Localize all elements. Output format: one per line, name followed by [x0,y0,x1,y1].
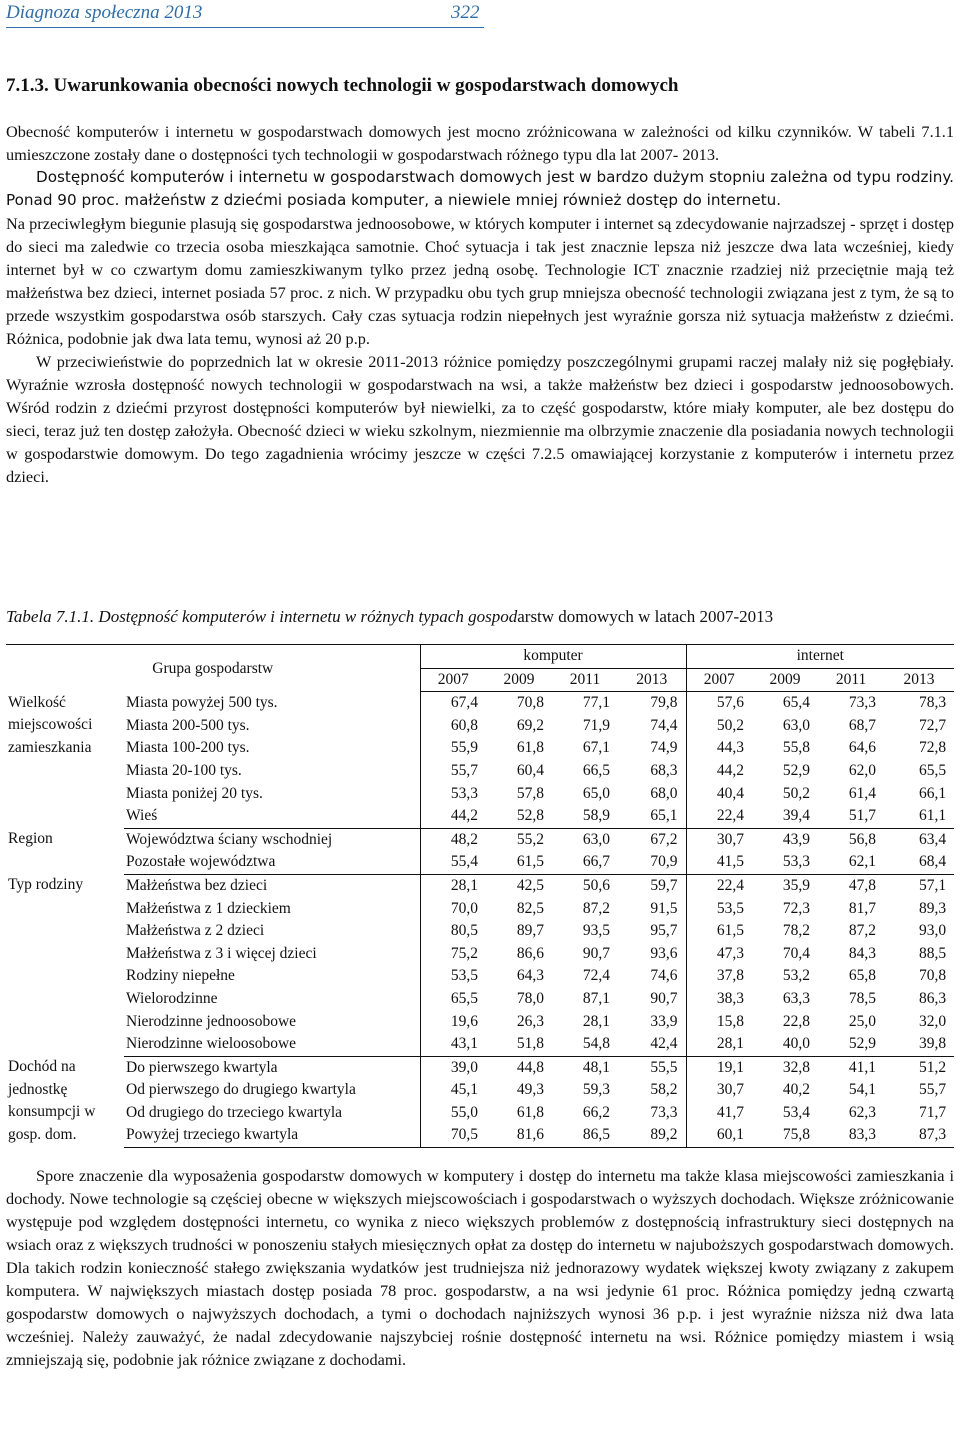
row-category: Typ rodziny [8,876,84,894]
table-cell: 78,5 [848,989,877,1007]
table-cell: 78,0 [516,989,544,1007]
table-cell: 67,2 [650,830,678,848]
table-row [6,943,954,966]
row-label: Miasta 100-200 tys. [126,739,250,757]
row-label: Wielorodzinne [126,989,218,1007]
table-cell: 40,4 [686,783,752,806]
table-row [6,1102,954,1125]
row-label: Nierodzinne jednoosobowe [126,1012,297,1030]
table-cell: 95,7 [650,922,678,940]
table-cell: 61,5 [686,920,752,943]
table-cell: 67,4 [420,692,486,715]
table-cell: 37,8 [686,965,752,988]
table-cell: 53,3 [420,783,486,806]
table-cell: 63,0 [582,830,610,848]
table-cell: 68,3 [650,761,678,779]
table-cell: 28,1 [420,874,486,897]
table-cell: 65,0 [582,784,610,802]
table-cell: 69,2 [516,716,544,734]
table-cell: 93,5 [582,922,610,940]
table-cell: 89,3 [918,899,947,917]
table-row [6,1011,954,1034]
table-cell: 41,5 [686,851,752,874]
table-cell: 93,6 [650,944,678,962]
row-label: Powyżej trzeciego kwartyla [124,1124,420,1147]
table-cell: 86,5 [552,1124,618,1147]
table-cell: 71,9 [582,716,610,734]
table-cell: 51,7 [818,805,884,828]
row-label: Małżeństwa bez dzieci [126,876,268,894]
body-text-bottom [6,1164,954,1371]
table-cell: 79,8 [650,694,678,712]
table-cell: 54,1 [848,1081,877,1099]
year-header: 2011 [818,668,884,692]
table-cell: 77,1 [582,694,610,712]
table-cell: 55,5 [650,1058,678,1076]
body-paragraph: Na przeciwległym biegunie plasują się gospodarstwa jednoosobowe, w których komputer i internet są zdecydowanie najrzadszej - sprzęt i dostęp do sieci ma zaledwie co trzecia osoba mieszkająca samotnie. Choć sytuacja i tak jest znacznie lepsza niż jeszcze dwa lata wcześniej, kiedy internet był w co czwartym domu zamieszkiwanym tylko przez jedną osobę. Technologie ICT znacznie rzadziej niż przeciętnie mają też małżeństwa bez dzieci, internet posiada 57 proc. z nich. W przypadku obu tych grup mniejsza obecność technologii związana jest z tym, że są to przede wszystkim gospodarstwa osób starszych. Cały czas sytuacja rodzin niepełnych jest wyraźnie gorsza niż sytuacja małżeństw z dziećmi. Różnica, podobnie jak dwa lata temu, wynosi aż 20 p.p. [6,214,954,348]
table-cell: 66,5 [582,761,610,779]
row-label: Od drugiego do trzeciego kwartyla [126,1103,343,1121]
section-heading: 7.1.3. Uwarunkowania obecności nowych technologii w gospodarstwach domowych [6,75,679,96]
table-row [6,898,954,921]
table-cell: 55,9 [420,737,486,760]
table-cell: 60,4 [516,761,544,779]
table-cell: 22,8 [782,1012,811,1030]
row-label: Miasta poniżej 20 tys. [126,784,263,802]
table-cell: 45,1 [420,1079,486,1102]
table-cell: 72,3 [782,899,811,917]
table-cell: 56,8 [848,830,877,848]
table-cell: 55,0 [420,1102,486,1125]
table-cell: 44,8 [516,1058,544,1076]
table-cell: 59,3 [582,1081,610,1099]
table-cell: 28,1 [686,1033,752,1056]
table-cell: 57,8 [516,784,544,802]
table-cell: 55,8 [782,739,811,757]
table-cell: 62,0 [848,761,877,779]
computer-header: komputer [420,645,686,669]
table-cell: 66,1 [918,784,947,802]
body-text-top [6,120,954,488]
table-cell: 53,4 [782,1103,811,1121]
table-cell: 15,8 [686,1011,752,1034]
table-header-row [6,645,954,669]
table-cell: 47,8 [848,876,877,894]
table-row [6,1033,954,1056]
table-cell: 68,4 [884,851,954,874]
table-cell: 58,2 [650,1081,678,1099]
row-label: Małżeństwa z 2 dzieci [126,922,265,940]
table-cell: 19,6 [420,1011,486,1034]
table-cell: 65,5 [918,761,947,779]
table-cell: 90,7 [582,944,610,962]
table-cell: 70,0 [420,898,486,921]
table-cell: 68,7 [848,716,877,734]
table-cell: 52,8 [486,805,552,828]
table-cell: 28,1 [582,1012,610,1030]
table-cell: 35,9 [782,876,811,894]
table-caption-tail: arstw domowych w latach 2007-2013 [517,607,774,626]
table-caption-main: Tabela 7.1.1. Dostępność komputerów i internetu w różnych typach gospod [6,607,518,626]
table-cell: 86,3 [918,989,947,1007]
table-cell: 78,3 [918,694,947,712]
table-row [6,851,954,874]
table-cell: 62,3 [848,1103,877,1121]
table-caption [6,607,956,627]
row-label: Miasta 20-100 tys. [126,761,242,779]
table-cell: 42,4 [618,1033,686,1056]
body-paragraph: Spore znaczenie dla wyposażenia gospodarstw domowych w komputery i dostęp do internetu ma także klasa miejscowości zamieszkania i dochody. Nowe technologie są częściej obecne w większych miejscowościach i gospodarstwach o wyższych dochodach. Większe zróżnicowanie występuje pod względem dostępności internetu, co wynika z nieco większych problemów z dostępnością infrastruktury sieci dostępnych na wsiach oraz z większych trudności w ponoszeniu stałych miesięcznych opłat za dostęp do internetu w najuboższych gospodarstwach domowych. Dla takich rodzin konieczność stałego zwiększania wydatków jest trudniejsza niż jednorazowy wydatek większej kwoty związany z zakupem komputera. W największych miastach dostęp posiada 78 proc. gospodarstw, a na wsi jedynie 61 proc. Różnica pomiędzy jedną czwartą gospodarstw domowych o najwyższych dochodach, a tymi o dochodach najniższych wynosi 36 p.p. i jest wyraźnie niższa niż dwa lata wcześniej. Należy zauważyć, że nadal zdecydowanie najszybciej rośnie dostępność internetu na wsi. Różnice pomiędzy miastem i wsią zmniejszają się, podobnie jak różnice związane z dochodami. [6,1166,954,1369]
table-cell: 50,2 [686,715,752,738]
table-cell: 91,5 [650,899,678,917]
table-cell: 51,2 [918,1058,947,1076]
table-cell: 54,8 [552,1033,618,1056]
table-cell: 89,2 [618,1124,686,1147]
table-row [6,874,954,897]
table-row [6,692,954,715]
table-cell: 22,4 [686,874,752,897]
table-cell: 43,9 [782,830,811,848]
table-cell: 55,2 [516,830,544,848]
year-header: 2013 [618,668,686,692]
table-cell: 55,7 [420,760,486,783]
table-cell: 53,2 [782,967,811,985]
running-header [6,0,956,30]
table-cell: 39,8 [884,1033,954,1056]
table-row [6,715,954,738]
table-cell: 66,7 [552,851,618,874]
table-cell: 72,4 [582,967,610,985]
table-cell: 51,8 [486,1033,552,1056]
table-cell: 71,7 [918,1103,947,1121]
table-cell: 48,1 [582,1058,610,1076]
table-cell: 50,2 [782,784,811,802]
table-cell: 60,8 [420,715,486,738]
table-cell: 86,6 [516,944,544,962]
table-cell: 52,9 [818,1033,884,1056]
table-cell: 84,3 [848,944,877,962]
table-cell: 39,4 [752,805,818,828]
table-cell: 87,2 [582,899,610,917]
table-cell: 60,1 [686,1124,752,1147]
row-category: Region [8,830,53,848]
table-cell: 32,0 [918,1012,947,1030]
table-cell: 44,2 [420,805,486,828]
table-cell: 70,8 [918,967,947,985]
table-row [6,760,954,783]
row-label: Miasta 200-500 tys. [126,716,250,734]
table-cell: 57,6 [686,692,752,715]
year-header: 2007 [420,668,486,692]
table-cell: 49,3 [516,1081,544,1099]
table-cell: 41,1 [848,1058,877,1076]
table-cell: 32,8 [782,1058,811,1076]
body-paragraph: Dostępność komputerów i internetu w gospodarstwach domowych jest w bardzo dużym stopniu zależna od typu rodziny. Ponad 90 proc. małżeństw z dziećmi posiada komputer, a niewiele mniej również dostęp do internetu. [6,168,954,209]
table-cell: 64,6 [848,739,877,757]
table-cell: 75,8 [752,1124,818,1147]
table-row [6,1124,954,1147]
table-row [6,737,954,760]
table-cell: 39,0 [420,1056,486,1079]
table-cell: 47,3 [686,943,752,966]
group-header: Grupa gospodarstw [6,645,420,692]
table-cell: 62,1 [818,851,884,874]
table-row [6,965,954,988]
table-cell: 41,7 [686,1102,752,1125]
table-cell: 58,9 [552,805,618,828]
year-header: 2009 [486,668,552,692]
table-cell: 78,2 [782,922,811,940]
table-cell: 74,9 [650,739,678,757]
table-cell: 57,1 [918,876,947,894]
table-cell: 61,5 [486,851,552,874]
table-cell: 89,7 [516,922,544,940]
table-cell: 42,5 [516,876,544,894]
table-cell: 90,7 [650,989,678,1007]
year-header: 2013 [884,668,954,692]
table-cell: 65,4 [782,694,811,712]
table-cell: 67,1 [582,739,610,757]
body-paragraph: W przeciwieństwie do poprzednich lat w okresie 2011-2013 różnice pomiędzy poszczególnymi grupami raczej malały niż się pogłębiały. Wyraźnie wzrosła dostępność nowych technologii w gospodarstwach na wsi, a także małżeństw bez dzieci i gospodarstw jednoosobowych. Wśród rodzin z dziećmi przyrost dostępności komputerów był niewielki, za to część gospodarstw, które miały komputer, ale bez dostępu do sieci, teraz już ten dostęp założyła. Obecność dzieci w wieku szkolnym, niezmiennie ma olbrzymie znaczenie dla posiadania nowych technologii w gospodarstwie domowym. Do tego zagadnienia wrócimy jeszcze w części 7.2.5 omawiającej korzystanie z komputerów i internetu przez dzieci. [6,352,954,486]
table-cell: 59,7 [650,876,678,894]
table-cell: 52,9 [782,761,811,779]
table-cell: 19,1 [686,1056,752,1079]
table-cell: 70,8 [516,694,544,712]
row-label: Małżeństwa z 3 i więcej dzieci [126,944,317,962]
table-cell: 66,2 [582,1103,610,1121]
table-row [6,920,954,943]
table-cell: 65,8 [848,967,877,985]
row-label: Rodziny niepełne [126,967,235,985]
table-cell: 80,5 [420,920,486,943]
header-rule [6,27,484,28]
table-cell: 33,9 [650,1012,678,1030]
table-cell: 72,7 [918,716,947,734]
table-cell: 40,0 [752,1033,818,1056]
table-cell: 72,8 [918,739,947,757]
table-cell: 55,4 [420,851,486,874]
table-cell: 63,0 [782,716,811,734]
table-cell: 53,3 [752,851,818,874]
body-paragraph: Obecność komputerów i internetu w gospodarstwach domowych jest mocno zróżnicowana w zależności od kilku czynników. W tabeli 7.1.1 umieszczone zostały dane o dostępności tych technologii w gospodarstwach różnego typu dla lat 2007- 2013. [6,122,954,164]
row-label: Od pierwszego do drugiego kwartyla [126,1081,356,1099]
table-cell: 38,3 [686,988,752,1011]
table-cell: 53,5 [420,965,486,988]
table-cell: 40,2 [782,1081,811,1099]
table-cell: 88,5 [918,944,947,962]
table-cell: 81,6 [486,1124,552,1147]
table-cell: 70,9 [618,851,686,874]
table-cell: 63,4 [918,830,947,848]
table-cell: 87,3 [884,1124,954,1147]
table-cell: 70,4 [782,944,811,962]
year-header: 2011 [552,668,618,692]
table-cell: 61,8 [516,739,544,757]
table-cell: 61,8 [516,1103,544,1121]
table-cell: 25,0 [848,1012,877,1030]
page-number: 322 [451,2,480,23]
table-cell: 53,5 [686,898,752,921]
table-row [6,1079,954,1102]
row-label: Miasta powyżej 500 tys. [126,693,278,711]
row-label: Do pierwszego kwartyla [126,1058,278,1076]
table-cell: 64,3 [516,967,544,985]
table-cell: 61,4 [848,784,877,802]
row-label: Nierodzinne wieloosobowe [124,1033,420,1056]
table-cell: 73,3 [650,1103,678,1121]
table-cell: 48,2 [420,828,486,851]
row-label: Małżeństwa z 1 dzieckiem [126,899,291,917]
table-cell: 26,3 [516,1012,544,1030]
table-cell: 22,4 [686,805,752,828]
table-cell: 87,1 [582,989,610,1007]
table-cell: 43,1 [420,1033,486,1056]
year-header: 2009 [752,668,818,692]
data-table [6,644,954,1148]
table-cell: 68,0 [650,784,678,802]
table-cell: 61,1 [884,805,954,828]
row-label: Pozostałe województwa [124,851,420,874]
table-cell: 55,7 [918,1081,947,1099]
table-cell: 75,2 [420,943,486,966]
table-cell: 87,2 [848,922,877,940]
table-cell: 65,5 [420,988,486,1011]
table-cell: 44,2 [686,760,752,783]
row-label: Wieś [124,805,420,828]
table-row [6,805,954,828]
table-cell: 73,3 [848,694,877,712]
table-body [6,692,954,1148]
row-category: Dochód na jednostkę konsumpcji w gosp. dom. [8,1058,96,1143]
table-row [6,783,954,806]
table-cell: 74,4 [650,716,678,734]
table-cell: 50,6 [582,876,610,894]
running-header-title: Diagnoza społeczna 2013 [6,2,203,23]
table-cell: 74,6 [650,967,678,985]
table-cell: 70,5 [420,1124,486,1147]
table-row [6,1056,954,1079]
table-cell: 44,3 [686,737,752,760]
table-cell: 63,3 [782,989,811,1007]
row-category: Wielkość miejscowości zamieszkania [8,693,93,756]
table-cell: 93,0 [918,922,947,940]
internet-header: internet [686,645,954,669]
table-cell: 83,3 [818,1124,884,1147]
table-cell: 65,1 [618,805,686,828]
table-cell: 30,7 [686,1079,752,1102]
table-cell: 81,7 [848,899,877,917]
year-header: 2007 [686,668,752,692]
table-cell: 30,7 [686,828,752,851]
row-label: Województwa ściany wschodniej [126,830,333,848]
table-row [6,828,954,851]
table-cell: 82,5 [516,899,544,917]
table-row [6,988,954,1011]
